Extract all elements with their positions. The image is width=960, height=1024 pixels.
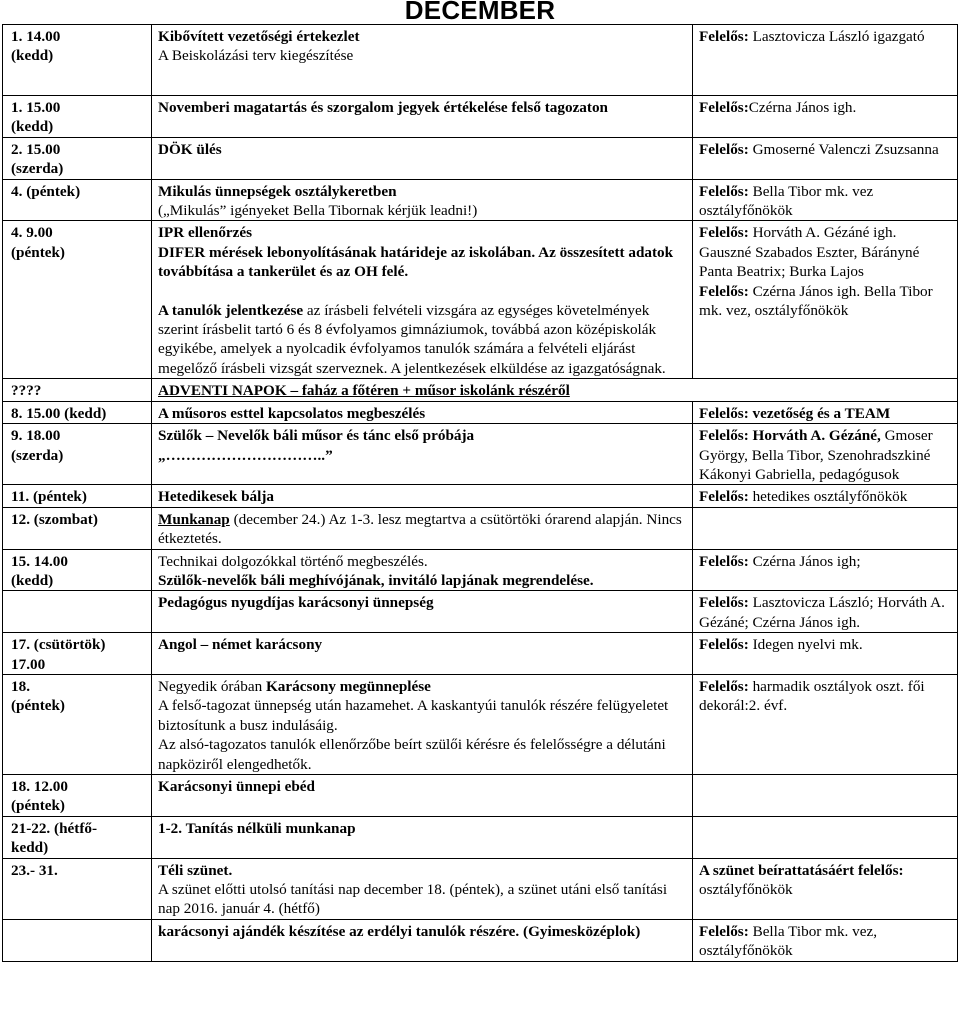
responsible-cell xyxy=(693,549,958,591)
date-text: kedd) xyxy=(11,839,49,857)
event-cell xyxy=(152,816,693,858)
event-text: Hetedikesek bálja xyxy=(158,488,275,506)
date-cell xyxy=(3,775,152,817)
responsible-cell xyxy=(693,424,958,485)
responsible-text xyxy=(699,487,951,506)
date-text: 4. 9.00 xyxy=(11,224,53,242)
event-text xyxy=(158,510,686,549)
date-cell xyxy=(3,485,152,507)
responsible-text xyxy=(699,593,951,632)
event-text: DIFER mérések lebonyolításának határideje az iskolában. Az összesített adatok továbbítása a tankerület és az OH felé. xyxy=(158,243,674,281)
date-cell xyxy=(3,674,152,774)
date-text: (kedd) xyxy=(11,118,54,136)
responsible-value: hetedikes osztályfőnökök xyxy=(748,488,908,506)
event-text: karácsonyi ajándék készítése az erdélyi tanulók részére. (Gyimesközéplok) xyxy=(158,922,641,940)
date-cell xyxy=(3,379,152,401)
event-text: Angol – német karácsony xyxy=(158,636,323,654)
event-emphasis: Karácsony megünneplése xyxy=(265,677,431,695)
responsible-value: Czérna János igh. xyxy=(748,99,857,116)
event-detail: az írásbeli felvételi vizsgára az egységes követelmények szerint írásbelit tartó 6 és 8 évfolyamos gimnáziumok, továbbá azon középiskolák egyikébe, amelyek a nyolcadik évfolyamos tanulók számára a felvételi eljárást megelőző írásbeli vizsgát szerveznek. A jelentkezések elküldése az igazgatóságnak. xyxy=(158,301,666,377)
responsible-value: Bella Tibor mk. vez osztályfőnökök xyxy=(699,182,874,220)
date-text: (kedd) xyxy=(11,47,54,65)
date-text: 21-22. (hétfő- xyxy=(11,819,98,837)
page-title: DECEMBER xyxy=(404,0,556,25)
event-emphasis: A tanulók jelentkezése xyxy=(158,301,304,319)
responsible-cell xyxy=(693,775,958,817)
event-text: „…………………………..” xyxy=(158,446,333,464)
date-text: ???? xyxy=(11,382,42,400)
event-cell xyxy=(152,179,693,221)
responsible-value: Lasztovicza László; Horváth A. Gézáné; Czérna János igh. xyxy=(699,594,945,631)
table-row xyxy=(3,674,958,774)
event-cell xyxy=(152,25,693,96)
date-cell xyxy=(3,507,152,549)
event-text: ADVENTI NAPOK – faház a főtéren + műsor iskolánk részéről xyxy=(158,382,570,400)
event-cell xyxy=(152,549,693,591)
event-text: A felső-tagozat ünnepség után hazamehet. A kaskantyúi tanulók részére felügyeletet biztosítunk a busz indulásáig. xyxy=(158,697,669,734)
responsible-value: Idegen nyelvi mk. xyxy=(748,636,863,654)
responsible-value: Czérna János igh; xyxy=(748,552,861,570)
table-row xyxy=(3,25,958,96)
date-text: 1. 14.00 xyxy=(11,28,61,45)
responsible-label: Felelős: xyxy=(699,282,749,300)
responsible-text: dekorál:2. évf. xyxy=(699,697,788,715)
responsible-text xyxy=(699,635,951,654)
responsible-cell xyxy=(693,401,958,423)
event-cell xyxy=(152,858,693,919)
date-text: (szerda) xyxy=(11,446,64,464)
date-text: 23.- 31. xyxy=(11,861,58,879)
responsible-text xyxy=(699,98,951,117)
event-cell xyxy=(152,507,693,549)
responsible-label: Felelős: xyxy=(699,99,749,116)
responsible-cell xyxy=(693,919,958,961)
date-text: 18. xyxy=(11,677,30,695)
event-text: Szülők – Nevelők báli műsor és tánc első próbája xyxy=(158,427,475,445)
responsible-value: osztályfőnökök xyxy=(699,881,793,899)
responsible-cell xyxy=(693,858,958,919)
event-text: A Beiskolázási terv kiegészítése xyxy=(158,47,354,65)
responsible-text: Felelős: vezetőség és a TEAM xyxy=(699,404,891,422)
table-row xyxy=(3,816,958,858)
event-detail: (december 24.) Az 1-3. lesz megtartva a csütörtöki órarend alapján. Nincs étkeztetés. xyxy=(158,510,682,548)
date-cell xyxy=(3,549,152,591)
date-text: (péntek) xyxy=(11,243,65,261)
table-row xyxy=(3,633,958,675)
responsible-cell xyxy=(693,507,958,549)
responsible-cell xyxy=(693,591,958,633)
table-row xyxy=(3,591,958,633)
responsible-cell xyxy=(693,485,958,507)
date-cell xyxy=(3,858,152,919)
date-cell xyxy=(3,96,152,138)
responsible-label: Felelős: xyxy=(699,224,749,242)
responsible-value: Gmoserné Valenczi Zsuzsanna xyxy=(748,140,939,158)
responsible-label: Felelős: Horváth A. Gézáné, xyxy=(699,427,881,445)
date-text: (kedd) xyxy=(11,571,54,589)
date-text: 12. (szombat) xyxy=(11,510,98,528)
responsible-value: Lasztovicza László igazgató xyxy=(748,28,925,45)
date-cell xyxy=(3,816,152,858)
event-text: Novemberi magatartás és szorgalom jegyek értékelése felső tagozaton xyxy=(158,99,608,116)
responsible-cell xyxy=(693,179,958,221)
date-text: 18. 12.00 xyxy=(11,778,68,795)
event-text: Az alsó-tagozatos tanulók ellenőrzőbe beírt szülői kérésre és felelősségre a délutáni napköziről elengedhetők. xyxy=(158,736,666,773)
table-row xyxy=(3,858,958,919)
date-text: 11. (péntek) xyxy=(11,488,87,506)
date-text: 8. 15.00 (kedd) xyxy=(11,404,107,422)
date-cell xyxy=(3,401,152,423)
date-cell xyxy=(3,137,152,179)
event-cell xyxy=(152,221,693,379)
event-text: Kibővített vezetőségi értekezlet xyxy=(158,28,360,45)
date-text: 9. 18.00 xyxy=(11,427,61,445)
table-row xyxy=(3,379,958,401)
responsible-label: Felelős: xyxy=(699,922,749,940)
event-cell xyxy=(152,137,693,179)
date-text: 1. 15.00 xyxy=(11,99,61,116)
event-detail: Negyedik órában xyxy=(158,677,266,695)
responsible-label: Felelős: xyxy=(699,28,749,45)
date-text: 15. 14.00 xyxy=(11,552,68,570)
responsible-cell xyxy=(693,633,958,675)
responsible-cell xyxy=(693,816,958,858)
date-text: 17. (csütörtök) xyxy=(11,636,106,654)
date-cell xyxy=(3,221,152,379)
event-text: IPR ellenőrzés xyxy=(158,224,253,242)
event-cell xyxy=(152,379,958,401)
table-row xyxy=(3,507,958,549)
event-cell xyxy=(152,96,693,138)
responsible-label: Felelős: xyxy=(699,636,749,654)
responsible-label: A szünet beírattatásáért felelős: xyxy=(699,861,904,879)
event-text: DÖK ülés xyxy=(158,140,222,158)
responsible-cell xyxy=(693,25,958,96)
event-text xyxy=(158,677,686,696)
event-text: Karácsonyi ünnepi ebéd xyxy=(158,778,315,795)
event-cell xyxy=(152,401,693,423)
table-row xyxy=(3,919,958,961)
responsible-cell xyxy=(693,674,958,774)
date-cell xyxy=(3,25,152,96)
date-cell xyxy=(3,179,152,221)
event-cell xyxy=(152,485,693,507)
table-row xyxy=(3,424,958,485)
responsible-value: Bella Tibor mk. vez, osztályfőnökök xyxy=(699,922,878,960)
table-row xyxy=(3,221,958,379)
responsible-text xyxy=(699,552,951,571)
event-text: 1-2. Tanítás nélküli munkanap xyxy=(158,819,356,837)
responsible-label: Felelős: xyxy=(699,677,749,695)
table-row xyxy=(3,179,958,221)
table-row xyxy=(3,401,958,423)
event-text xyxy=(158,301,686,379)
event-emphasis: Munkanap xyxy=(158,510,230,528)
event-cell xyxy=(152,674,693,774)
date-cell xyxy=(3,591,152,633)
event-text: Szülők-nevelők báli meghívójának, invitáló lapjának megrendelése. xyxy=(158,571,594,589)
date-text: 4. (péntek) xyxy=(11,182,81,200)
event-text: Téli szünet. xyxy=(158,861,233,879)
event-cell xyxy=(152,775,693,817)
responsible-value: Czérna János igh. Bella Tibor mk. vez, osztályfőnökök xyxy=(699,282,933,320)
table-row xyxy=(3,549,958,591)
date-cell xyxy=(3,633,152,675)
date-text: (péntek) xyxy=(11,797,65,815)
responsible-text xyxy=(699,140,951,159)
date-text: 2. 15.00 xyxy=(11,140,61,158)
date-text: (szerda) xyxy=(11,160,64,178)
event-text: Pedagógus nyugdíjas karácsonyi ünnepség xyxy=(158,594,434,612)
responsible-value: Gmoser György, Bella Tibor, Szenohradszkiné Kákonyi Gabriella, pedagógusok xyxy=(699,427,933,483)
responsible-value: Horváth A. Gézáné igh. Gauszné Szabados Eszter, Bárányné Panta Beatrix; Burka Lajos xyxy=(699,224,920,281)
date-cell xyxy=(3,919,152,961)
table-row xyxy=(3,775,958,817)
date-text: (péntek) xyxy=(11,697,65,715)
schedule-table xyxy=(2,24,958,962)
responsible-text xyxy=(699,426,951,484)
responsible-label: Felelős: xyxy=(699,594,749,612)
responsible-text xyxy=(699,677,951,696)
responsible-text xyxy=(699,282,951,321)
responsible-label: Felelős: xyxy=(699,140,749,158)
responsible-label: Felelős: xyxy=(699,182,749,200)
responsible-text xyxy=(699,182,951,221)
responsible-cell xyxy=(693,221,958,379)
responsible-cell xyxy=(693,137,958,179)
event-cell xyxy=(152,919,693,961)
table-row xyxy=(3,485,958,507)
event-cell xyxy=(152,591,693,633)
event-text: Mikulás ünnepségek osztálykeretben xyxy=(158,182,397,200)
responsible-value: harmadik osztályok oszt. fői xyxy=(748,677,925,695)
responsible-text xyxy=(699,922,951,961)
responsible-text xyxy=(699,27,951,46)
responsible-cell xyxy=(693,96,958,138)
event-text: A szünet előtti utolsó tanítási nap december 18. (péntek), a szünet utáni első tanítási nap 2016. január 4. (hétfő) xyxy=(158,881,668,918)
event-text: Technikai dolgozókkal történő megbeszélés. xyxy=(158,552,428,570)
date-cell xyxy=(3,424,152,485)
event-cell xyxy=(152,633,693,675)
table-row xyxy=(3,96,958,138)
responsible-text xyxy=(699,223,951,281)
responsible-label: Felelős: xyxy=(699,488,749,506)
event-text: A műsoros esttel kapcsolatos megbeszélés xyxy=(158,404,426,422)
table-row xyxy=(3,137,958,179)
event-cell xyxy=(152,424,693,485)
date-text: 17.00 xyxy=(11,655,46,673)
event-text: („Mikulás” igényeket Bella Tibornak kérjük leadni!) xyxy=(158,202,478,220)
responsible-label: Felelős: xyxy=(699,552,749,570)
